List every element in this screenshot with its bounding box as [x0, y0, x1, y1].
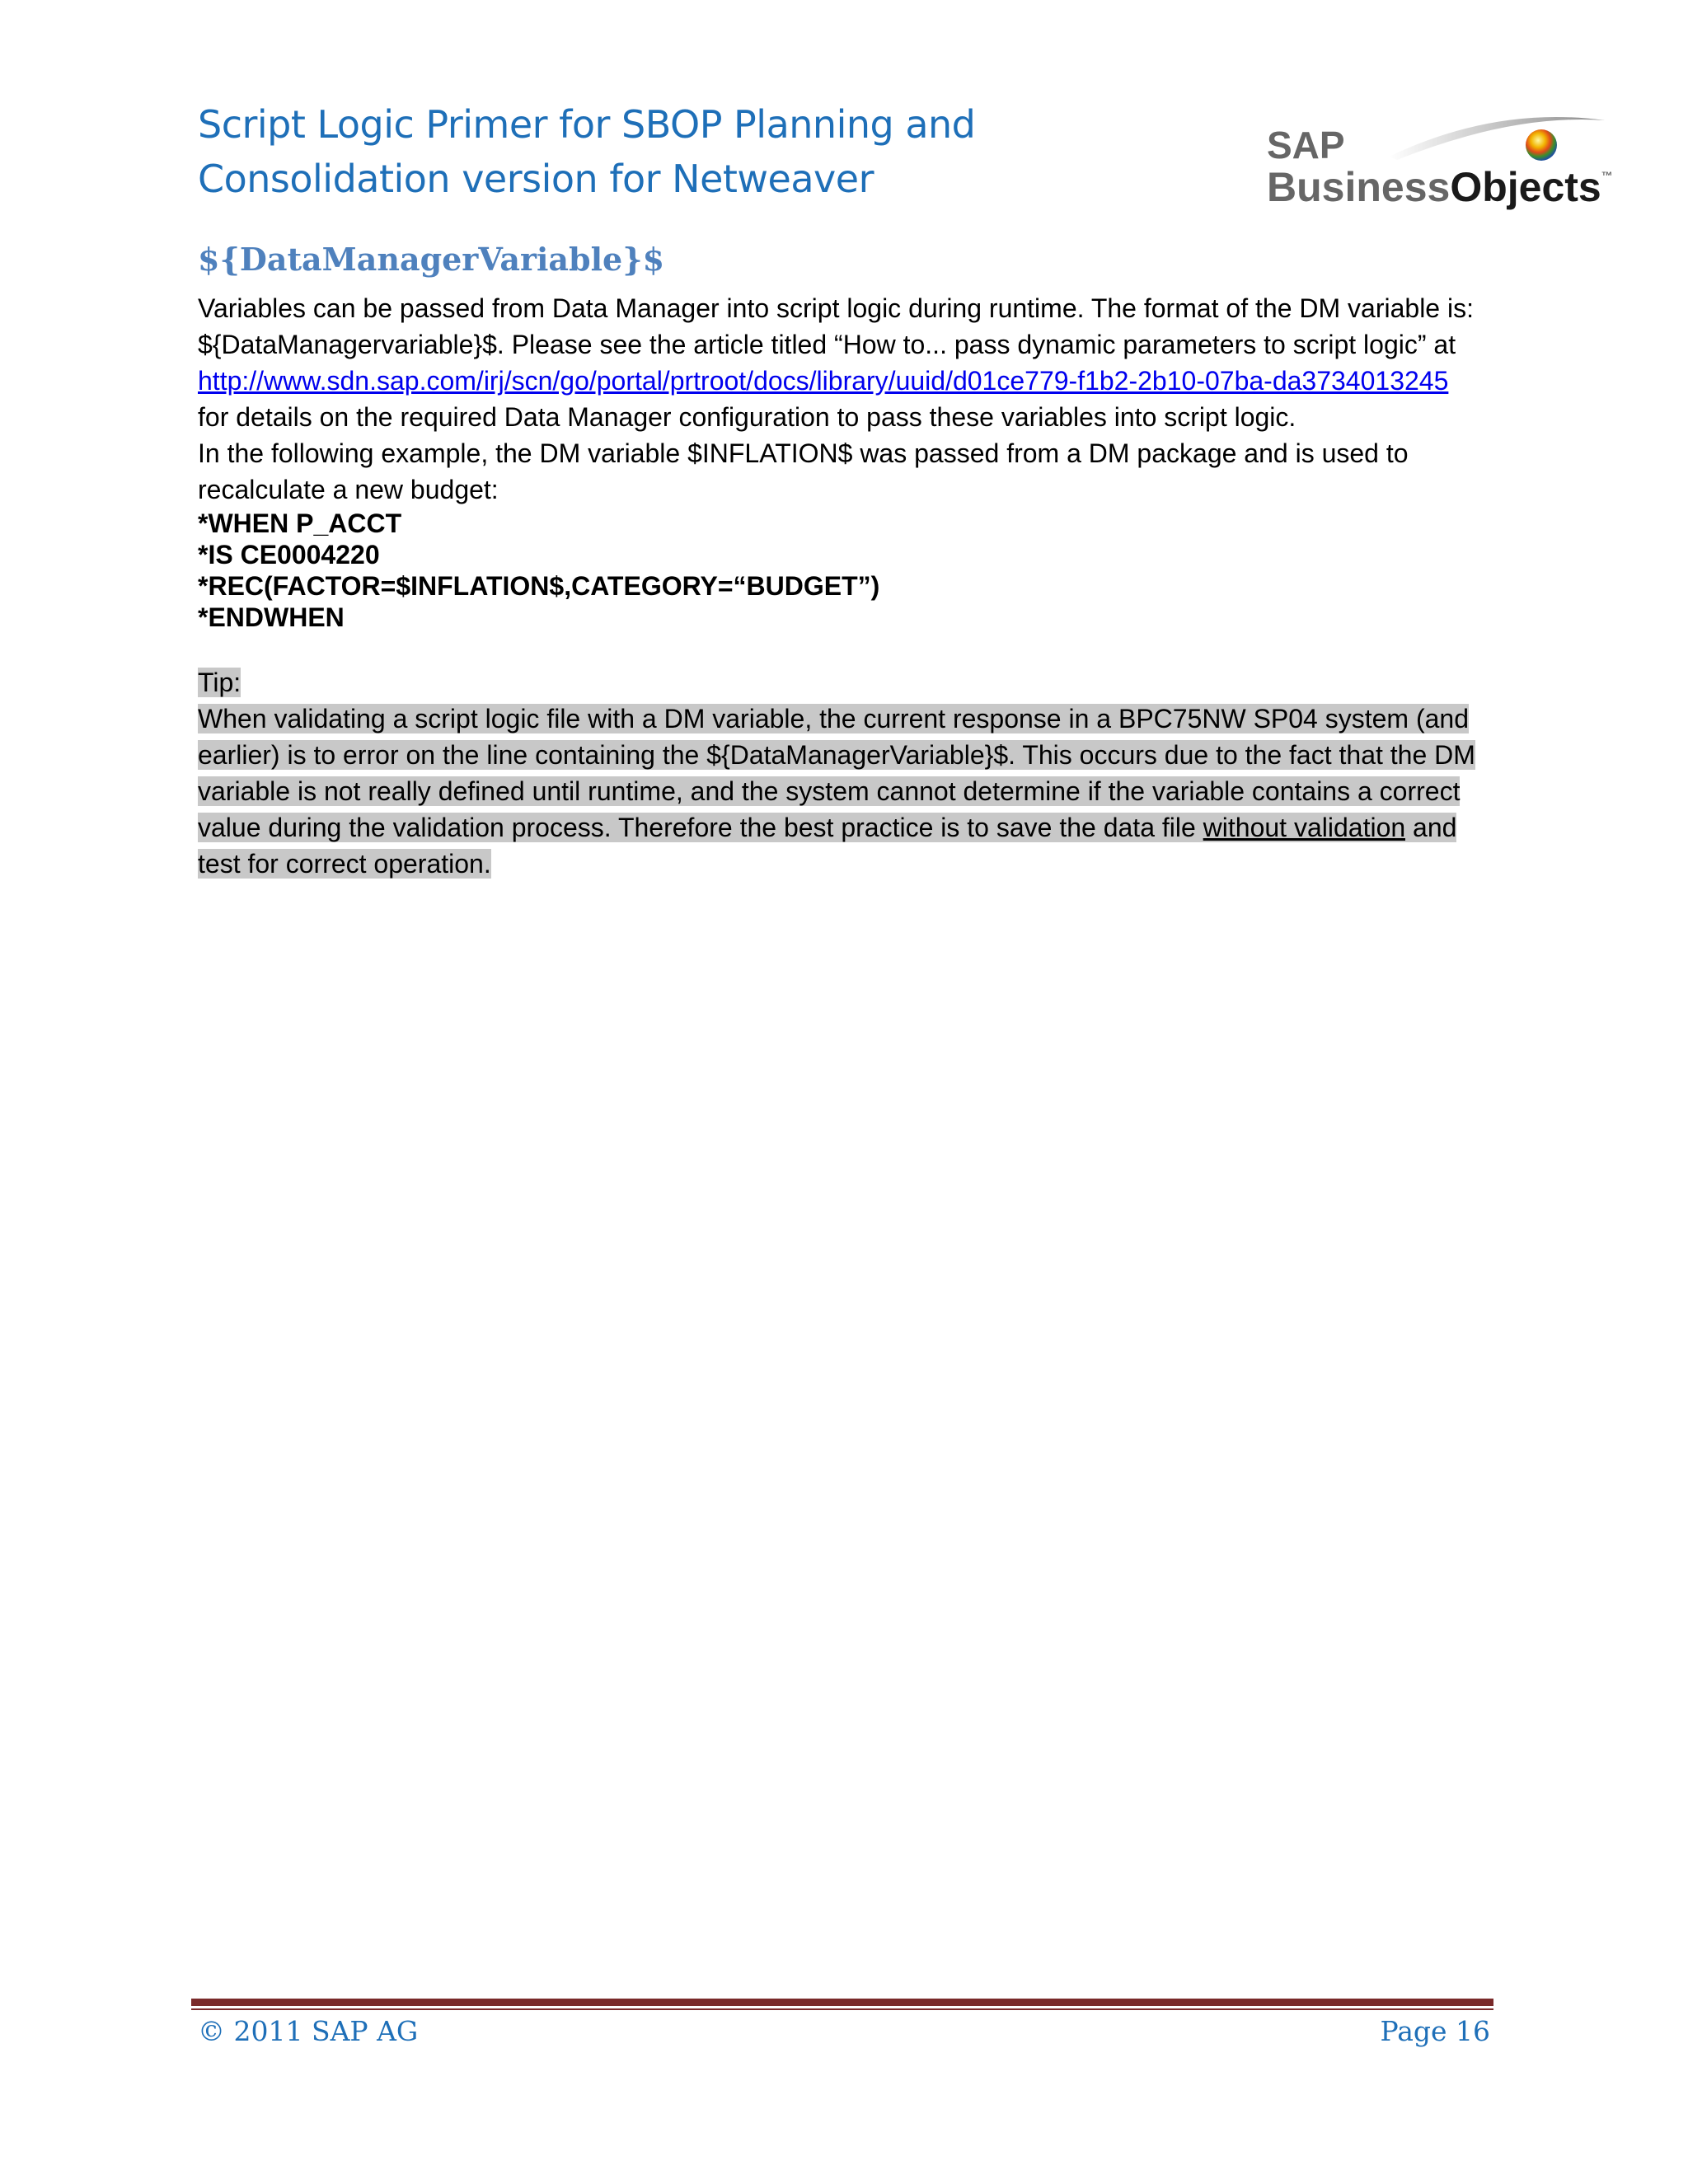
tip-text — [198, 701, 1484, 882]
intro-text-start: Variables can be passed from Data Manager into script logic during runtime. The format of the DM variable is: ${DataManagervariable}$. Please see the article titled “How to... pass dynamic parameters to script logic” at — [198, 293, 1474, 359]
code-example — [198, 508, 1484, 633]
section-body — [198, 290, 1484, 882]
logo-text-objects: Objects — [1450, 164, 1601, 210]
footer-divider — [191, 1999, 1493, 2010]
tip-label: Tip: — [198, 668, 241, 697]
footer-page-number: Page 16 — [1380, 2015, 1490, 2047]
code-line: *WHEN P_ACCT — [198, 509, 402, 538]
document-title — [198, 97, 1022, 206]
section-heading: ${DataManagerVariable}$ — [198, 241, 665, 278]
title-line-2: Consolidation version for Netweaver — [198, 157, 874, 201]
logo-text-sap: SAP — [1267, 124, 1345, 166]
tip-box — [198, 664, 1484, 882]
article-link[interactable]: http://www.sdn.sap.com/irj/scn/go/portal/prtroot/docs/library/uuid/d01ce779-f1b2-2b10-07ba-da3734013245 — [198, 366, 1449, 396]
code-line: *IS CE0004220 — [198, 540, 380, 569]
sap-businessobjects-logo — [1265, 105, 1611, 221]
tip-text-end: and test for correct operation. — [198, 813, 1457, 879]
tip-text-underlined: without validation — [1203, 813, 1406, 842]
intro-paragraph — [198, 290, 1484, 435]
intro-text-end: for details on the required Data Manager configuration to pass these variables into script logic. — [198, 402, 1296, 432]
logo-text-business: Business — [1267, 164, 1451, 210]
footer-copyright: © 2011 SAP AG — [198, 2015, 419, 2047]
svg-text:BusinessObjects™ — [1267, 164, 1613, 210]
code-line: *ENDWHEN — [198, 602, 345, 632]
example-paragraph: In the following example, the DM variable $INFLATION$ was passed from a DM package and is used to recalculate a new budget: — [198, 438, 1409, 504]
document-header — [198, 97, 1022, 206]
tip-text-start: When validating a script logic file with a DM variable, the current response in a BPC75NW SP04 system (and earlier) is to error on the line containing the ${DataManagerVariable}$. This occurs due to the fact that the DM variable is not really defined until runtime, and the system cannot determine if the variable contains a correct value during the validation process. Therefore the best practice is to save the data file — [198, 704, 1475, 842]
code-line: *REC(FACTOR=$INFLATION$,CATEGORY=“BUDGET”) — [198, 571, 880, 601]
title-line-1: Script Logic Primer for SBOP Planning and — [198, 102, 976, 147]
logo-tm: ™ — [1601, 169, 1613, 182]
